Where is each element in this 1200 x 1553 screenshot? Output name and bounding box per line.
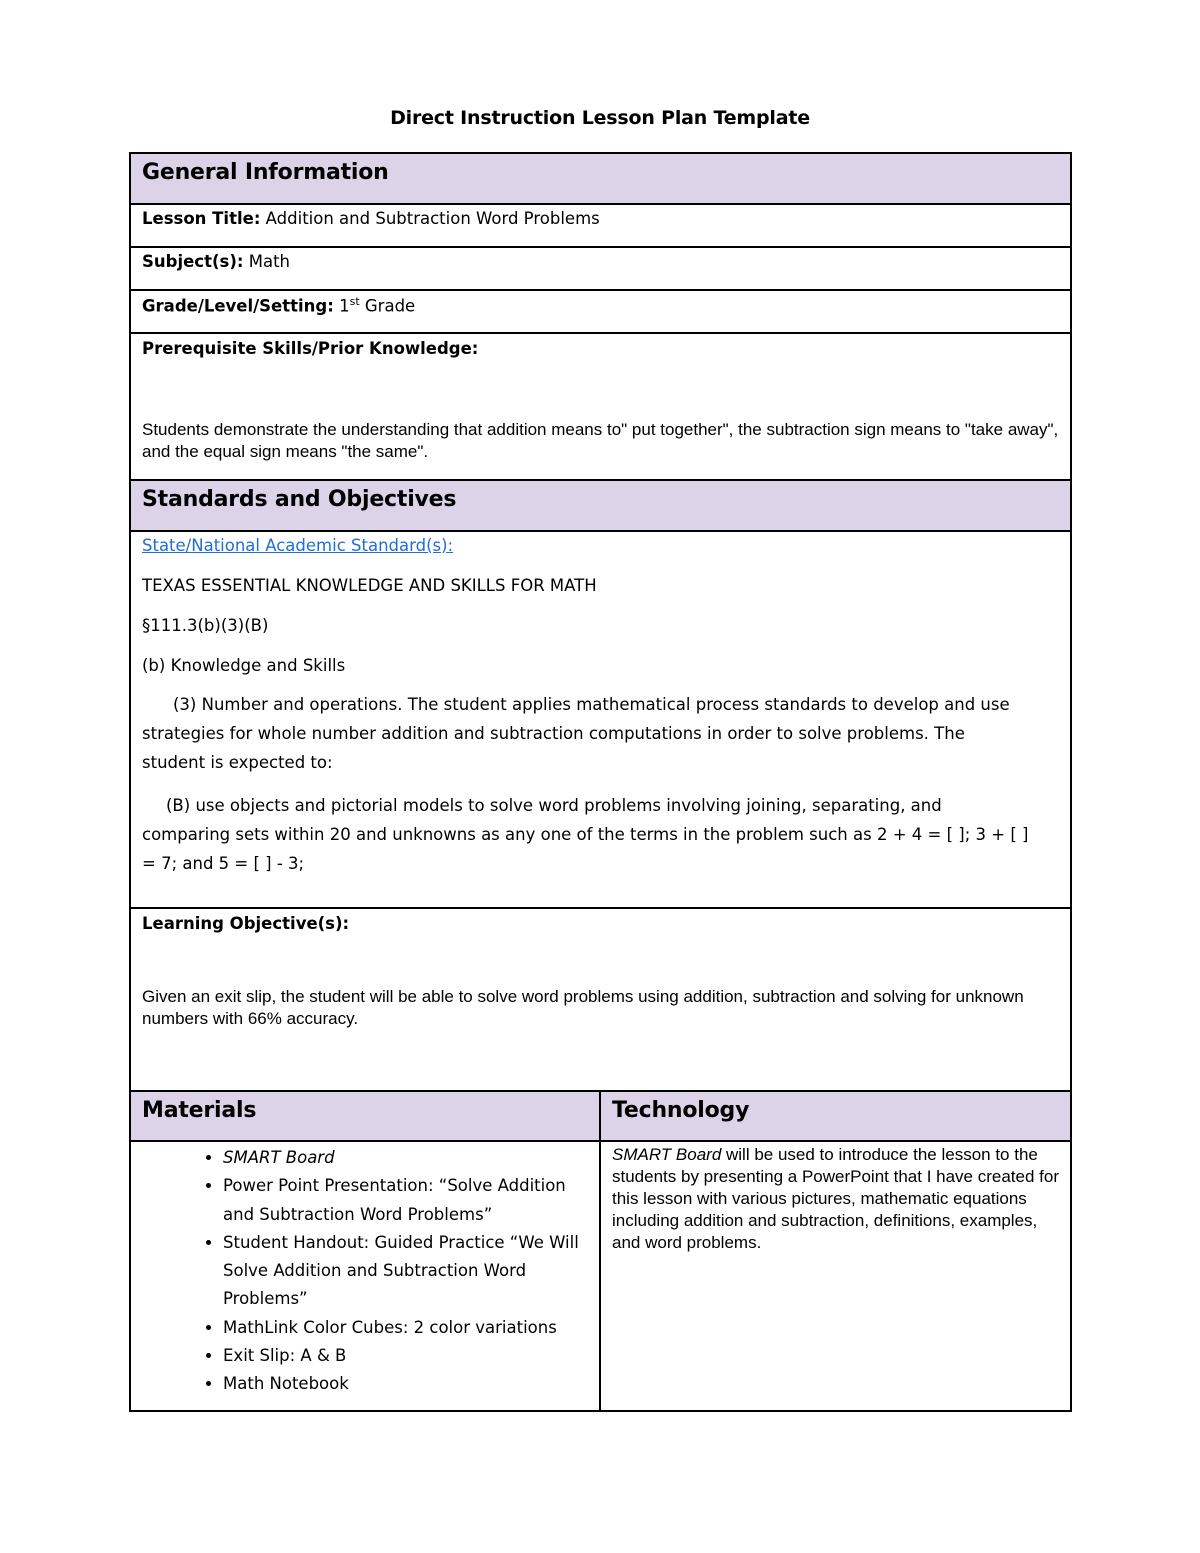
subjects-value: Math [248, 252, 290, 271]
itemB-line3: = 7; and 5 = [ ] - 3; [142, 854, 305, 873]
prerequisite-text: Students demonstrate the understanding that addition means to" put together", the subtraction sign means to "take away", and the equal sign means "the same". [142, 420, 1059, 461]
learning-objective-row [130, 908, 1071, 1091]
prerequisite-row [130, 333, 1071, 480]
standards-objectives-header: Standards and Objectives [130, 480, 1071, 531]
materials-header: Materials [130, 1091, 600, 1141]
itemB-line1: (B) use objects and pictorial models to solve word problems involving joining, separating, and [166, 796, 942, 815]
subjects-label: Subject(s): [142, 252, 244, 271]
item3-line1: (3) Number and operations. The student applies mathematical process standards to develop and use [173, 695, 1010, 714]
prerequisite-label: Prerequisite Skills/Prior Knowledge: [142, 339, 479, 358]
technology-text [612, 1144, 1059, 1254]
general-information-header: General Information [130, 153, 1071, 204]
list-item: • SMART Board [223, 1144, 585, 1172]
technology-header: Technology [600, 1091, 1071, 1141]
grade-suffix: st [349, 295, 360, 308]
grade-label: Grade/Level/Setting: [142, 296, 334, 316]
item3-line3: student is expected to: [142, 753, 333, 772]
technology-body: will be used to introduce the lesson to the students by presenting a PowerPoint that I have created for this lesson with various pictures, mathematic equations including addition and subtraction, definitions, examples, and word problems. [612, 1145, 1059, 1252]
technology-cell [600, 1141, 1071, 1411]
grade-word: Grade [364, 296, 416, 316]
learning-objective-text: Given an exit slip, the student will be able to solve word problems using addition, subtraction and solving for unknown numbers with 66% accuracy. [142, 987, 1024, 1028]
knowledge-skills: (b) Knowledge and Skills [142, 656, 346, 675]
list-item: • Exit Slip: A & B [223, 1342, 585, 1370]
list-item: • Power Point Presentation: “Solve Addition and Subtraction Word Problems” [223, 1172, 585, 1229]
standards-row [130, 531, 1071, 908]
document-title: Direct Instruction Lesson Plan Template [390, 107, 810, 129]
list-item: • MathLink Color Cubes: 2 color variations [223, 1314, 585, 1342]
list-item: • Student Handout: Guided Practice “We Will Solve Addition and Subtraction Word Problems” [223, 1229, 585, 1314]
learning-objective-label: Learning Objective(s): [142, 914, 350, 933]
lesson-title-label: Lesson Title: [142, 209, 261, 228]
item3-line2: strategies for whole number addition and subtraction computations in order to solve problems. The [142, 724, 965, 743]
section-code: §111.3(b)(3)(B) [142, 616, 269, 635]
lesson-title-row [130, 204, 1071, 247]
lesson-title-value: Addition and Subtraction Word Problems [265, 209, 600, 228]
materials-cell [130, 1141, 600, 1411]
standards-link[interactable]: State/National Academic Standard(s): [142, 536, 454, 555]
grade-number: 1 [339, 296, 350, 316]
technology-lead: SMART Board [612, 1145, 722, 1164]
list-item: • Math Notebook [223, 1370, 585, 1398]
materials-list [142, 1144, 585, 1399]
subjects-row [130, 247, 1071, 290]
itemB-line2: comparing sets within 20 and unknowns as any one of the terms in the problem such as 2 + 4 = [ ]; 3 + [ ] [142, 825, 1029, 844]
lesson-plan-table [129, 152, 1072, 1412]
teks-title: TEXAS ESSENTIAL KNOWLEDGE AND SKILLS FOR MATH [142, 576, 597, 595]
grade-row [130, 290, 1071, 333]
